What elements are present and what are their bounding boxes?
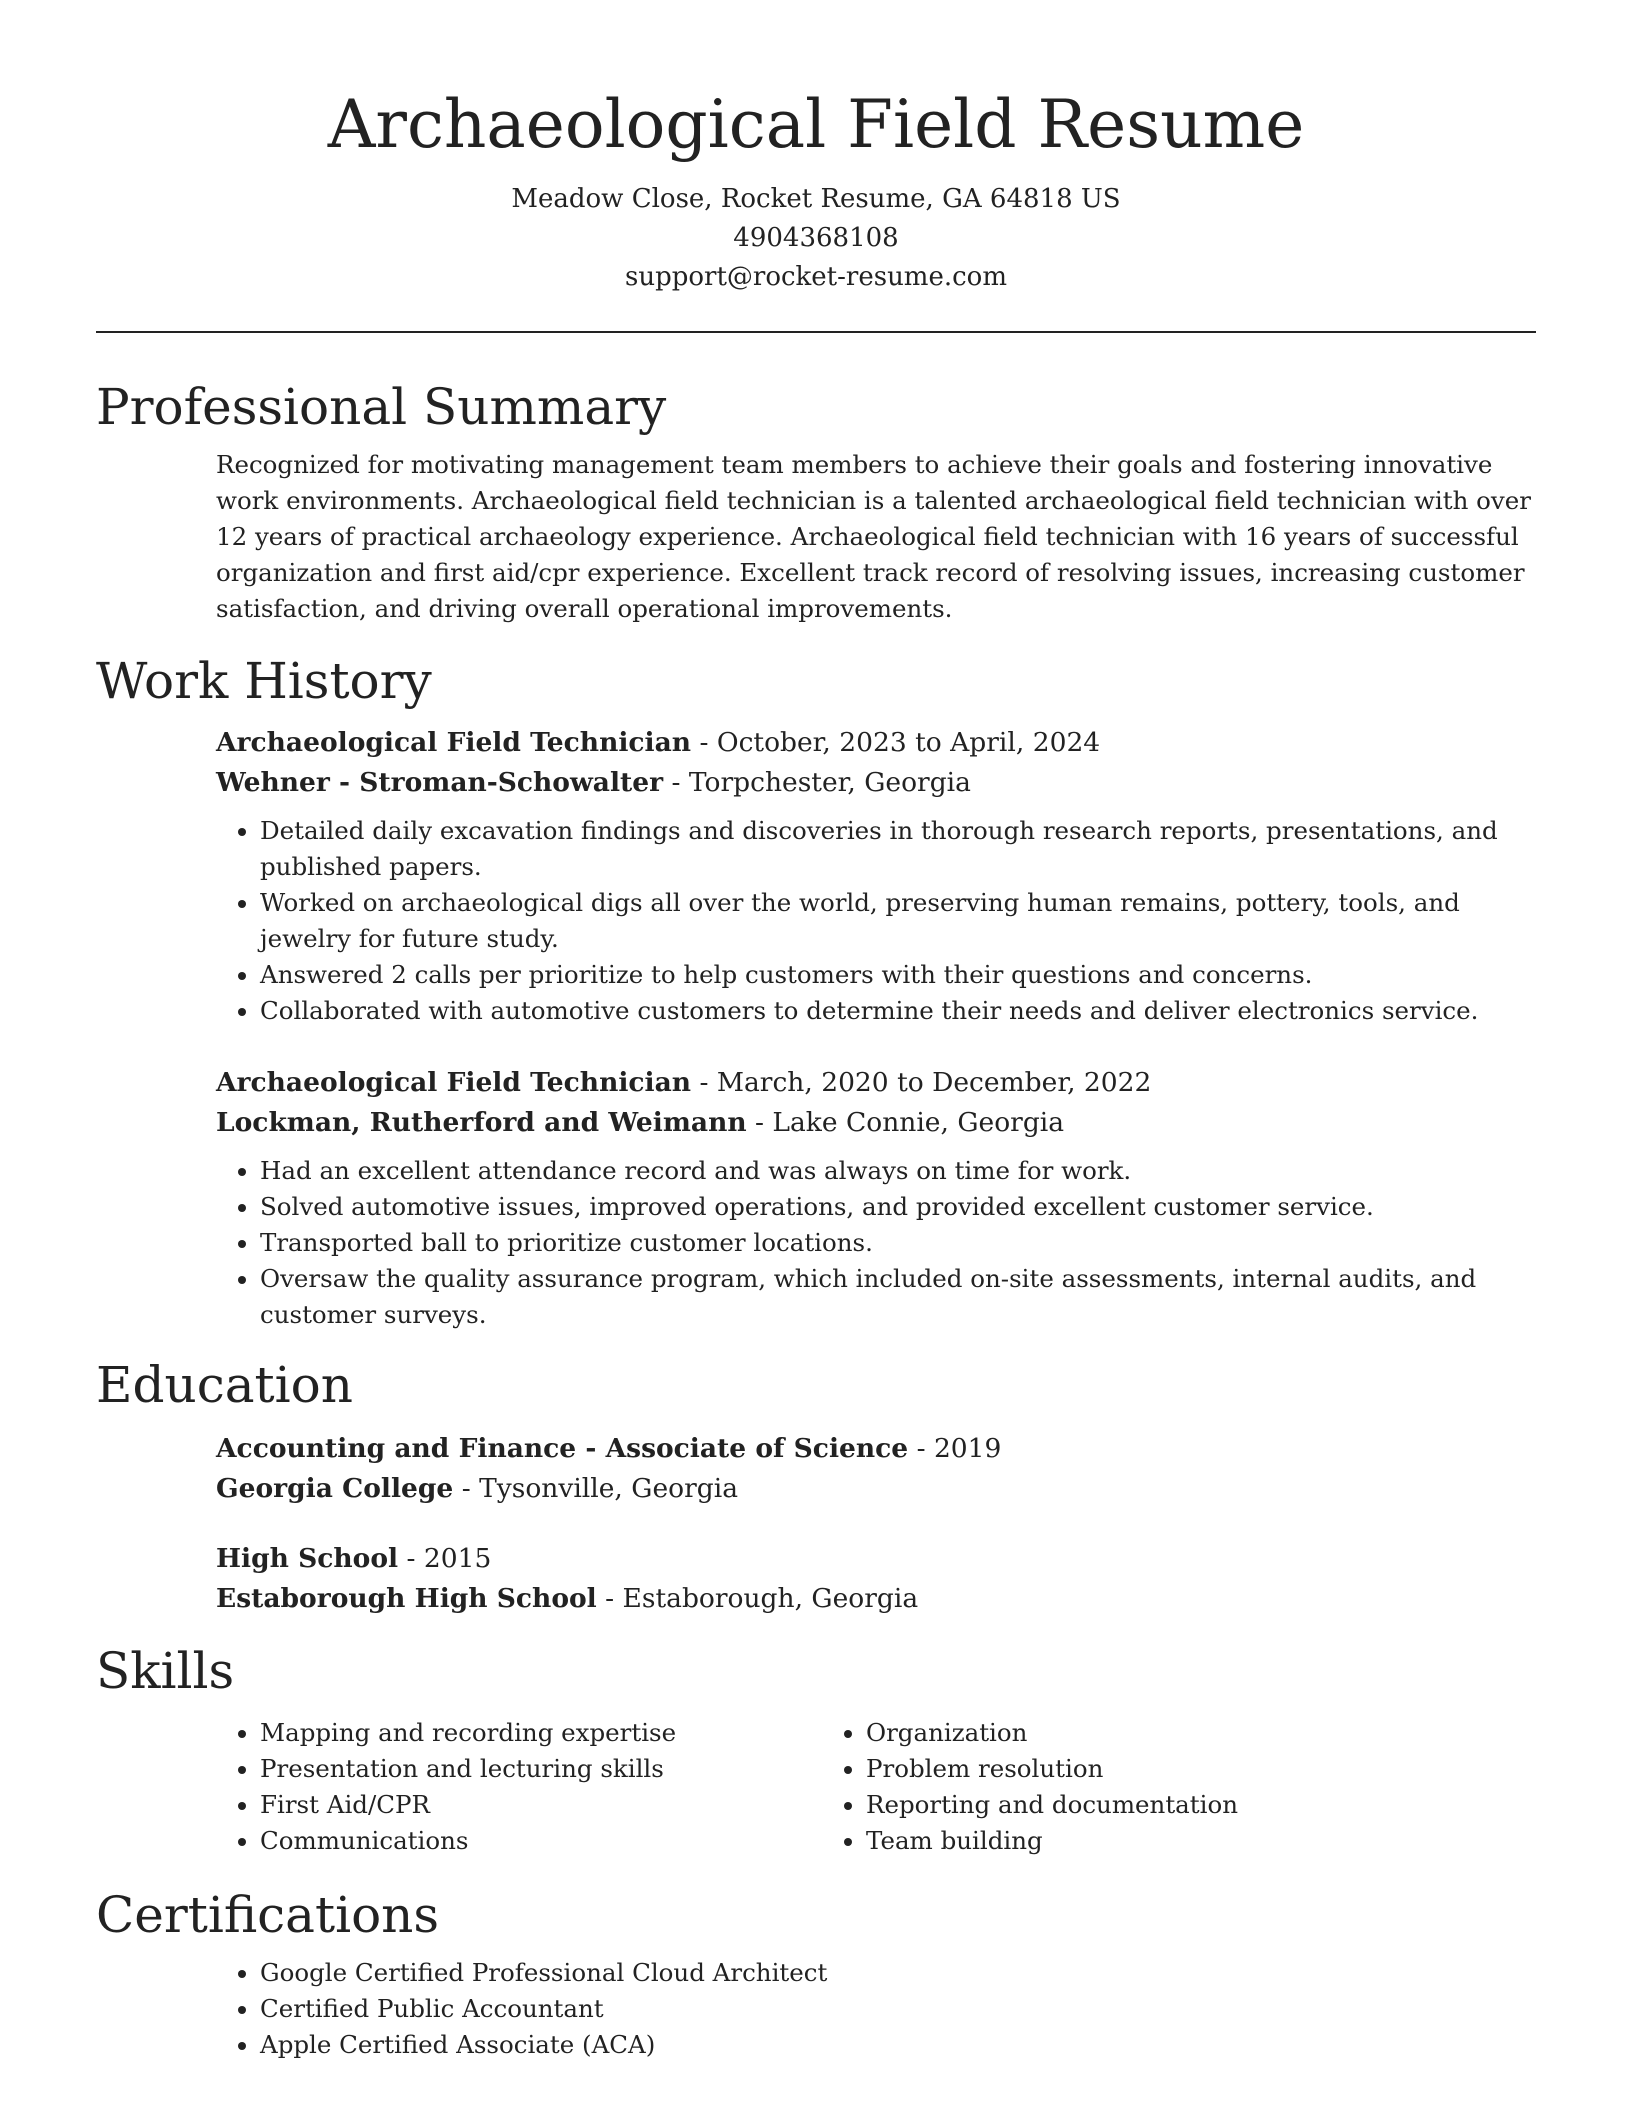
section-title-skills: Skills bbox=[96, 1642, 235, 1700]
job-dates: - October, 2023 to April, 2024 bbox=[691, 727, 1101, 758]
skill-item: • Communications bbox=[260, 1823, 822, 1859]
education-entry bbox=[216, 1429, 1536, 1509]
contact-block bbox=[96, 180, 1536, 297]
skill-item: • Organization bbox=[866, 1715, 1428, 1751]
education-year: - 2019 bbox=[908, 1433, 1002, 1464]
education-location: - Estaborough, Georgia bbox=[596, 1583, 919, 1614]
job-company-line bbox=[216, 763, 1536, 803]
skill-item: • Mapping and recording expertise bbox=[260, 1715, 822, 1751]
skills-column-right bbox=[822, 1715, 1428, 1859]
education-school-line bbox=[216, 1579, 1536, 1619]
job-bullet: • Transported ball to prioritize customer locations. bbox=[260, 1225, 1536, 1261]
education-year: - 2015 bbox=[398, 1543, 492, 1574]
certification-list bbox=[216, 1955, 1536, 2063]
education-entry bbox=[216, 1539, 1536, 1619]
education-school-line bbox=[216, 1469, 1536, 1509]
education bbox=[216, 1429, 1536, 1619]
skill-item: • Presentation and lecturing skills bbox=[260, 1751, 822, 1787]
certification-item: • Certified Public Accountant bbox=[260, 1991, 1536, 2027]
education-degree: Accounting and Finance - Associate of Science bbox=[216, 1433, 909, 1464]
job-title-line bbox=[216, 1063, 1536, 1103]
resume-page bbox=[96, 0, 1536, 2063]
job-company: Lockman, Rutherford and Weimann bbox=[216, 1107, 747, 1138]
job-entry bbox=[216, 1063, 1536, 1333]
education-degree: High School bbox=[216, 1543, 399, 1574]
job-company-line bbox=[216, 1103, 1536, 1143]
education-location: - Tysonville, Georgia bbox=[453, 1473, 738, 1504]
resume-title: Archaeological Field Resume bbox=[327, 86, 1305, 163]
skill-item: • Problem resolution bbox=[866, 1751, 1428, 1787]
education-school: Estaborough High School bbox=[216, 1583, 597, 1614]
certifications bbox=[216, 1955, 1536, 2063]
skill-item: • Team building bbox=[866, 1823, 1428, 1859]
job-bullet: • Detailed daily excavation findings and discoveries in thorough research reports, presentations, and published papers. bbox=[260, 813, 1536, 885]
certification-item: • Apple Certified Associate (ACA) bbox=[260, 2027, 1536, 2063]
summary-text: Recognized for motivating management team members to achieve their goals and fostering innovative work environments. Archaeological field technician is a talented archaeological field technician with over 12 years of practical archaeology experience. Archaeological field technician with 16 years of successful organization and first aid/cpr experience. Excellent track record of resolving issues, increasing customer satisfaction, and driving overall operational improvements. bbox=[216, 450, 1531, 623]
job-bullets bbox=[216, 1153, 1536, 1333]
skill-item: • Reporting and documentation bbox=[866, 1787, 1428, 1823]
job-location: - Lake Connie, Georgia bbox=[746, 1107, 1065, 1138]
section-title-education: Education bbox=[96, 1356, 353, 1414]
contact-email: support@rocket-resume.com bbox=[624, 262, 1007, 292]
education-degree-line bbox=[216, 1539, 1536, 1579]
resume-header bbox=[96, 0, 1536, 333]
education-degree-line bbox=[216, 1429, 1536, 1469]
section-title-certifications: Certifications bbox=[96, 1886, 440, 1944]
header-divider bbox=[96, 331, 1536, 333]
job-entry bbox=[216, 723, 1536, 1029]
job-bullet: • Oversaw the quality assurance program, which included on-site assessments, internal audits, and customer surveys. bbox=[260, 1261, 1536, 1333]
job-dates: - March, 2020 to December, 2022 bbox=[691, 1067, 1152, 1098]
work-history bbox=[216, 723, 1536, 1333]
job-bullets bbox=[216, 813, 1536, 1029]
job-role: Archaeological Field Technician bbox=[216, 727, 692, 758]
job-bullet: • Collaborated with automotive customers to determine their needs and deliver electronics service. bbox=[260, 993, 1536, 1029]
skills-grid bbox=[216, 1715, 1536, 1859]
education-school: Georgia College bbox=[216, 1473, 454, 1504]
contact-address: Meadow Close, Rocket Resume, GA 64818 US bbox=[511, 184, 1121, 214]
job-bullet: • Worked on archaeological digs all over the world, preserving human remains, pottery, tools, and jewelry for future study. bbox=[260, 885, 1536, 957]
job-role: Archaeological Field Technician bbox=[216, 1067, 692, 1098]
skills bbox=[216, 1715, 1536, 1859]
job-title-line bbox=[216, 723, 1536, 763]
section-title-work-history: Work History bbox=[96, 652, 432, 710]
job-bullet: • Solved automotive issues, improved operations, and provided excellent customer service. bbox=[260, 1189, 1536, 1225]
certification-item: • Google Certified Professional Cloud Architect bbox=[260, 1955, 1536, 1991]
skills-column-left bbox=[216, 1715, 822, 1859]
section-title-summary: Professional Summary bbox=[96, 378, 667, 436]
skill-item: • First Aid/CPR bbox=[260, 1787, 822, 1823]
job-bullet: • Had an excellent attendance record and was always on time for work. bbox=[260, 1153, 1536, 1189]
job-company: Wehner - Stroman-Schowalter bbox=[216, 767, 664, 798]
job-bullet: • Answered 2 calls per prioritize to help customers with their questions and concerns. bbox=[260, 957, 1536, 993]
job-location: - Torpchester, Georgia bbox=[663, 767, 971, 798]
contact-phone: 4904368108 bbox=[733, 223, 899, 253]
